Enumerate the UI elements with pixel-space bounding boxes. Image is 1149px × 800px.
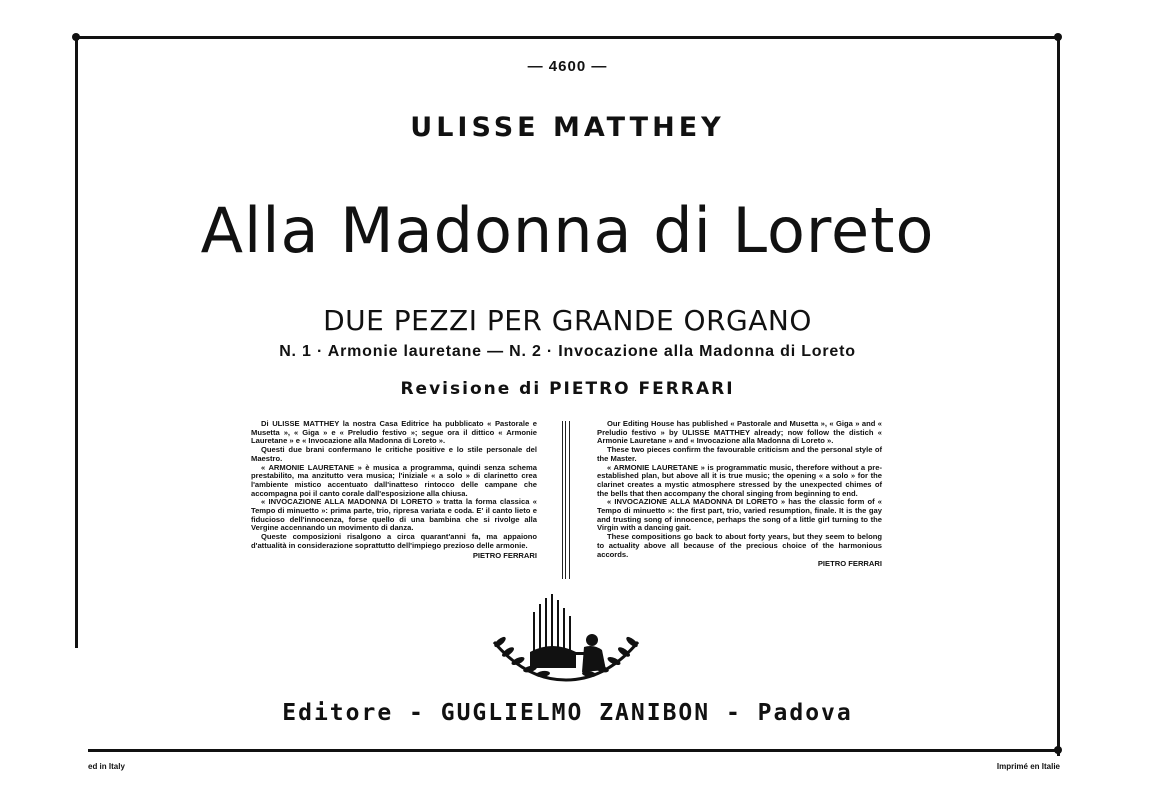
- frame-top-rule: [75, 36, 1060, 39]
- revision-credit: Revisione di PIETRO FERRARI: [400, 379, 735, 399]
- preface-signature: PIETRO FERRARI: [817, 559, 882, 569]
- italian-preface: [251, 420, 537, 560]
- pieces-list: N. 1 · Armonie lauretane — N. 2 · Invocazione alla Madonna di Loreto: [279, 343, 856, 360]
- footer-right-note: Imprimé en Italie: [996, 762, 1060, 771]
- preface-paragraph: These compositions go back to about forty years, but they seem to belong to actuality above all because of the precious choice of the harmonious accords.: [597, 532, 882, 559]
- footer-left-note: ed in Italy: [88, 762, 125, 771]
- preface-paragraph: Our Editing House has published « Pastorale and Musetta », « Giga » and « Preludio festivo » by ULISSE MATTHEY already; now follow the distich « Armonie Lauretane » and « Invocazione alla Madonna di Loreto ».: [597, 419, 882, 446]
- publisher-line: Editore - GUGLIELMO ZANIBON - Padova: [282, 700, 853, 726]
- preface-paragraph: « ARMONIE LAURETANE » è musica a programma, quindi senza schema prestabilito, ma anzitutto vera musica; l'iniziale « a solo » di clarinetto crea l'ambiente mistico accentuato dall'inatteso rintocco delle campane che accompagna poi il canto corale dall'esposizione alla chiusa.: [251, 462, 537, 498]
- frame-bottom-rule: [88, 749, 1060, 752]
- frame-corner-dot: [1054, 746, 1062, 754]
- organist-emblem-icon: [486, 590, 646, 684]
- frame-right-rule: [1057, 36, 1060, 756]
- work-title: Alla Madonna di Loreto: [200, 194, 935, 267]
- frame-corner-dot: [72, 33, 80, 41]
- preface-paragraph: Questi due brani confermano le critiche positive e lo stile personale del Maestro.: [251, 445, 537, 463]
- work-subtitle: DUE PEZZI PER GRANDE ORGANO: [323, 304, 812, 337]
- english-preface: [597, 420, 882, 569]
- opus-number: — 4600 —: [527, 58, 608, 75]
- preface-signature: PIETRO FERRARI: [472, 550, 537, 560]
- preface-paragraph: « INVOCAZIONE ALLA MADONNA DI LORETO » tratta la forma classica « Tempo di minuetto »: prima parte, trio, ripresa variata e coda. E' il canto lieto e fiducioso dell'innocenza, forse quello di una bambina che si rivolge alla Vergine accennando un movimento di danza.: [251, 497, 537, 533]
- preface-paragraph: Di ULISSE MATTHEY la nostra Casa Editrice ha pubblicato « Pastorale e Musetta », « Giga » e « Preludio festivo »; segue ora il dittico « Armonie Lauretane » e « Invocazione alla Madonna di Loreto ».: [251, 419, 537, 446]
- preface-paragraph: « INVOCAZIONE ALLA MADONNA DI LORETO » has the classic form of « Tempo di minuetto »: the first part, trio, varied resumption, finale. It is the gay and trusting song of innocence, perhaps the song of a little girl turning to the Virgin with a dancing gait.: [597, 497, 882, 533]
- preface-paragraph: « ARMONIE LAURETANE » is programmatic music, therefore without a pre-established plan, but above all it is true music; the opening « a solo » for the clarinet creates a mystic atmosphere stressed by the unexpected chimes of the bells that then accompany the choral singing from beginning to end.: [597, 462, 882, 498]
- preface-paragraph: Queste composizioni risalgono a circa quarant'anni fa, ma appaiono d'attualità in considerazione soprattutto dell'impiego prezioso delle armonie.: [251, 532, 537, 550]
- composer-name: ULISSE MATTHEY: [410, 112, 725, 143]
- frame-corner-dot: [1054, 33, 1062, 41]
- preface-paragraph: These two pieces confirm the favourable criticism and the personal style of the Master.: [597, 445, 882, 463]
- column-divider: [562, 421, 570, 579]
